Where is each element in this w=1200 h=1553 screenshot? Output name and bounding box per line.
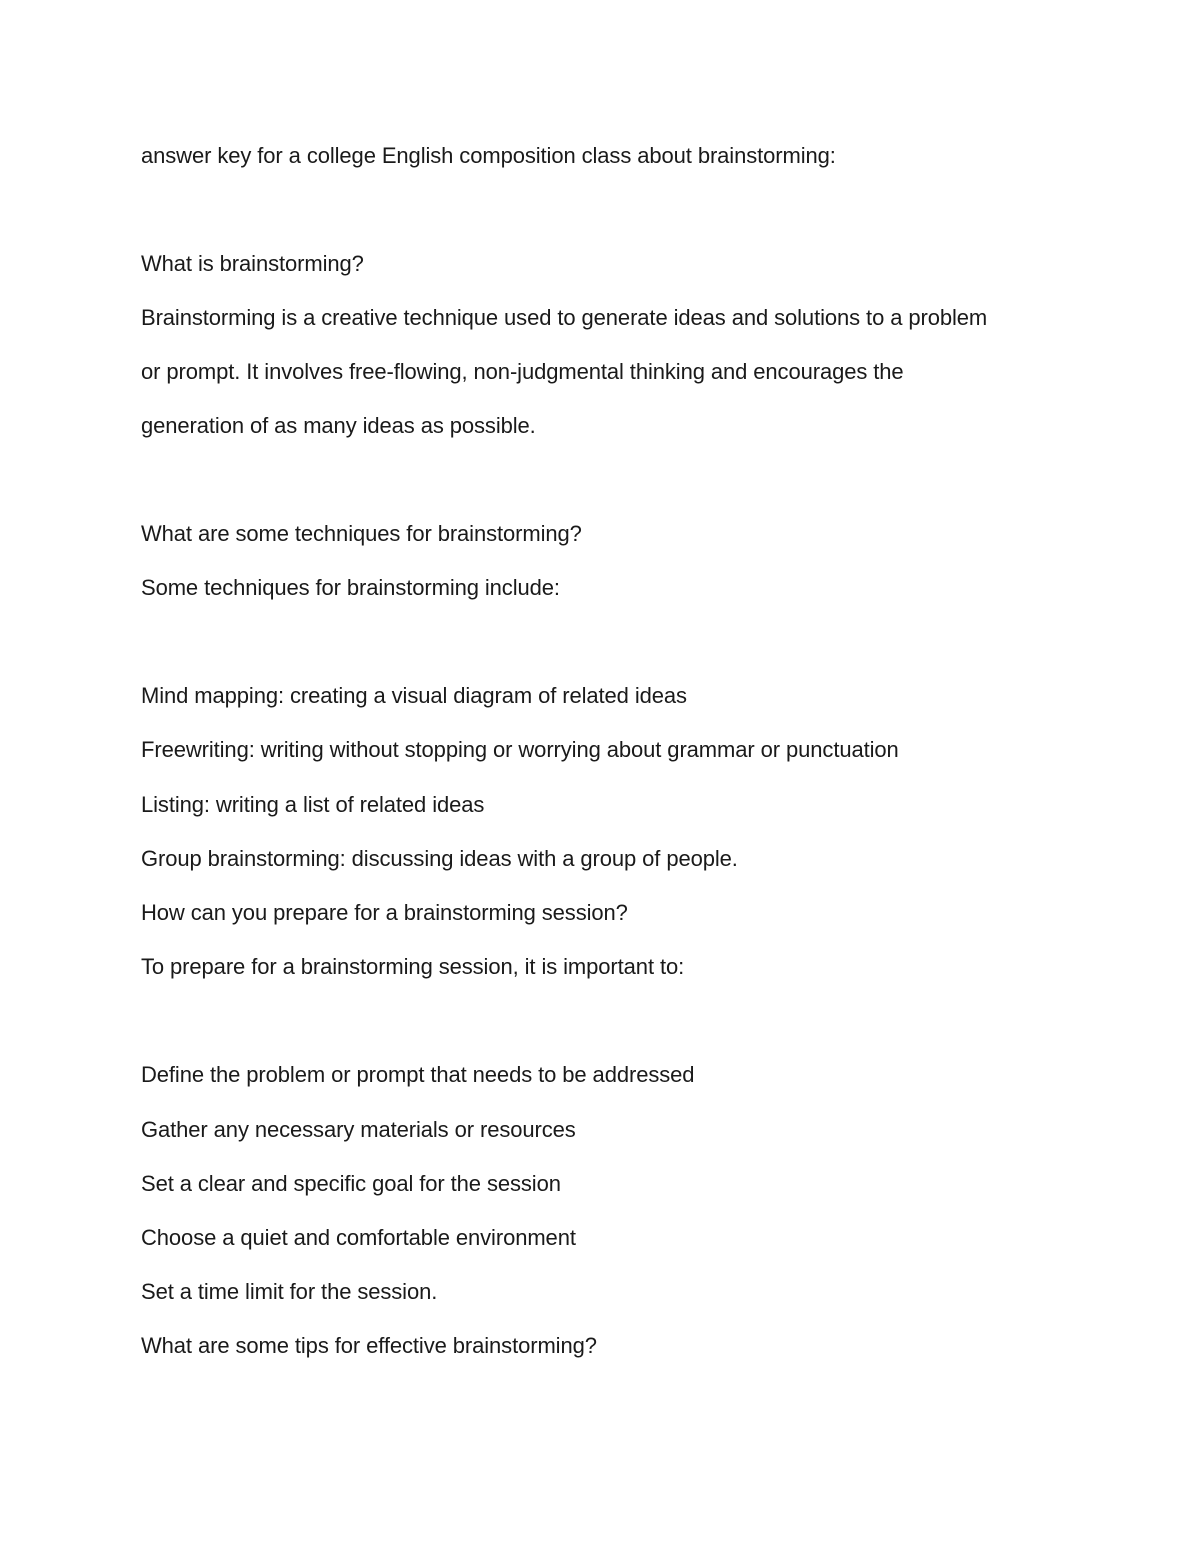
answer-line: generation of as many ideas as possible.: [141, 413, 536, 438]
list-item: Mind mapping: creating a visual diagram of related ideas: [141, 683, 687, 708]
question-tips: What are some tips for effective brainstorming?: [141, 1333, 597, 1358]
question-what-is-brainstorming: What is brainstorming?: [141, 251, 364, 276]
list-item: Listing: writing a list of related ideas: [141, 792, 485, 817]
list-item: Define the problem or prompt that needs to be addressed: [141, 1062, 695, 1087]
answer-line: or prompt. It involves free-flowing, non-judgmental thinking and encourages the: [141, 359, 904, 384]
list-item: Gather any necessary materials or resources: [141, 1117, 576, 1142]
intro-line: answer key for a college English composition class about brainstorming:: [141, 143, 836, 168]
list-item: Freewriting: writing without stopping or worrying about grammar or punctuation: [141, 737, 899, 762]
answer-line: Some techniques for brainstorming include:: [141, 575, 560, 600]
list-item: Set a time limit for the session.: [141, 1279, 438, 1304]
question-prepare: How can you prepare for a brainstorming session?: [141, 900, 628, 925]
question-techniques: What are some techniques for brainstorming?: [141, 521, 582, 546]
list-item: Group brainstorming: discussing ideas with a group of people.: [141, 846, 738, 871]
answer-line: Brainstorming is a creative technique used to generate ideas and solutions to a problem: [141, 305, 988, 330]
answer-line: To prepare for a brainstorming session, it is important to:: [141, 954, 685, 979]
list-item: Set a clear and specific goal for the session: [141, 1171, 561, 1196]
list-item: Choose a quiet and comfortable environment: [141, 1225, 576, 1250]
